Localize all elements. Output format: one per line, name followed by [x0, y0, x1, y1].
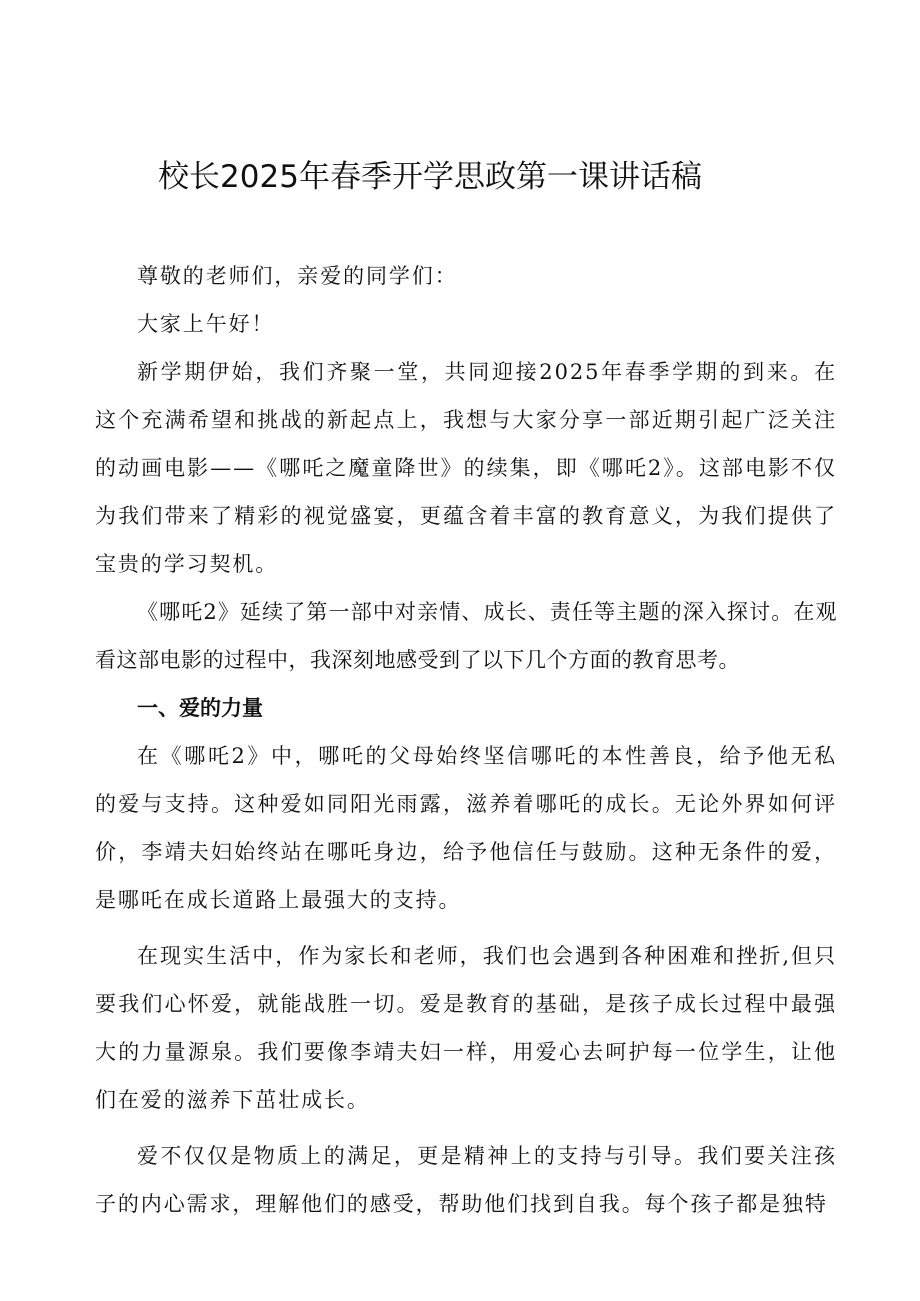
section1-paragraph: 在《哪吒2》中，哪吒的父母始终坚信哪吒的本性善良，给予他无私的爱与支持。这种爱如同阳光雨露，滋养着哪吒的成长。无论外界如何评价，李靖夫妇始终站在哪吒身边，给予他信任与鼓励。这种无条件的爱，是哪吒在成长道路上最强大的支持。: [95, 744, 837, 912]
document-body: [95, 252, 837, 1228]
section1-paragraph: 在现实生活中，作为家长和老师，我们也会遇到各种困难和挫折,但只要我们心怀爱，就能战胜一切。爱是教育的基础，是孩子成长过程中最强大的力量源泉。我们要像李靖夫妇一样，用爱心去呵护每一位学生，让他们在爱的滋养下茁壮成长。: [95, 944, 837, 1112]
section1-paragraph: 爱不仅仅是物质上的满足，更是精神上的支持与引导。我们要关注孩子的内心需求，理解他们的感受，帮助他们找到自我。每个孩子都是独特: [95, 1144, 837, 1216]
theme-paragraph: 《哪吒2》延续了第一部中对亲情、成长、责任等主题的深入探讨。在观看这部电影的过程中，我深刻地感受到了以下几个方面的教育思考。: [95, 600, 837, 672]
salutation: 尊敬的老师们，亲爱的同学们：: [137, 264, 458, 288]
section-heading-love: 一、爱的力量: [137, 696, 263, 720]
document-title: 校长2025年春季开学思政第一课讲话稿: [158, 159, 702, 195]
intro-paragraph: 新学期伊始，我们齐聚一堂，共同迎接2025年春季学期的到来。在这个充满希望和挑战的新起点上，我想与大家分享一部近期引起广泛关注的动画电影——《哪吒之魔童降世》的续集，即《哪吒2》。这部电影不仅为我们带来了精彩的视觉盛宴，更蕴含着丰富的教育意义，为我们提供了宝贵的学习契机。: [95, 360, 837, 576]
greeting: 大家上午好！: [137, 312, 275, 336]
